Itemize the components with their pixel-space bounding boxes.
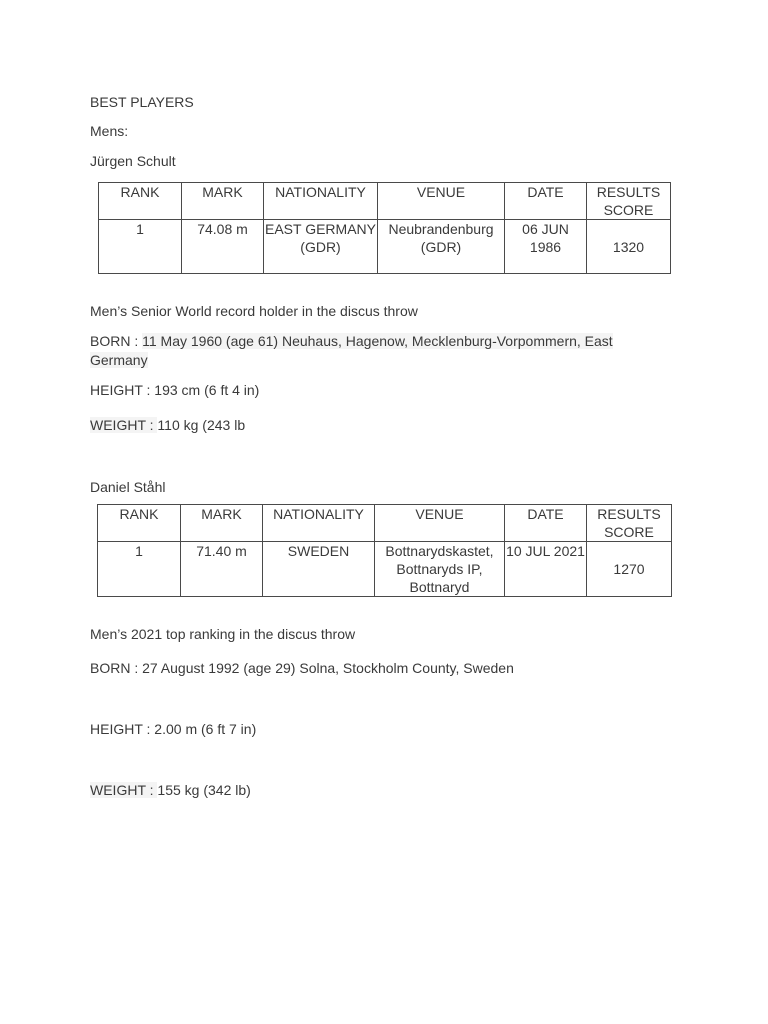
player-height: HEIGHT : 2.00 m (6 ft 7 in) [90, 721, 257, 737]
table-header-row [98, 505, 672, 542]
cell-date: 10 JUL 2021 [505, 542, 587, 597]
cell-nationality: SWEDEN [263, 542, 375, 597]
cell-venue: Neubrandenburg (GDR) [378, 220, 505, 274]
header-rank: RANK [98, 505, 181, 542]
table-header-row [99, 183, 671, 220]
header-rank: RANK [99, 183, 182, 220]
weight-label: WEIGHT : [90, 782, 158, 798]
player-born: BORN : 27 August 1992 (age 29) Solna, Stockholm County, Sweden [90, 660, 514, 676]
page-heading: BEST PLAYERS [90, 94, 194, 110]
born-value: 11 May 1960 (age 61) Neuhaus, Hagenow, Mecklenburg-Vorpommern, East Germany [90, 333, 613, 368]
cell-venue: Bottnarydskastet, Bottnaryds IP, Bottnaryd [375, 542, 505, 597]
player-stats-table [97, 504, 672, 597]
player-name: Jürgen Schult [90, 153, 176, 169]
table-row [99, 220, 671, 274]
cell-mark: 74.08 m [182, 220, 264, 274]
player-weight [90, 781, 251, 800]
header-date: DATE [505, 505, 587, 542]
header-results-score: RESULTS SCORE [587, 505, 672, 542]
table-row [98, 542, 672, 597]
cell-rank: 1 [98, 542, 181, 597]
cell-results-score: 1270 [587, 542, 672, 597]
player-description: Men’s Senior World record holder in the discus throw [90, 303, 418, 319]
header-venue: VENUE [378, 183, 505, 220]
cell-rank: 1 [99, 220, 182, 274]
player-height: HEIGHT : 193 cm (6 ft 4 in) [90, 382, 260, 398]
cell-results-score: 1320 [587, 220, 671, 274]
header-mark: MARK [181, 505, 263, 542]
header-nationality: NATIONALITY [263, 505, 375, 542]
weight-label: WEIGHT : [90, 417, 158, 433]
cell-nationality: EAST GERMANY (GDR) [264, 220, 378, 274]
header-results-score: RESULTS SCORE [587, 183, 671, 220]
player-stats-table [98, 182, 671, 274]
cell-mark: 71.40 m [181, 542, 263, 597]
player-weight [90, 416, 245, 435]
born-label: BORN : [90, 333, 143, 349]
category-label: Mens: [90, 123, 129, 139]
header-mark: MARK [182, 183, 264, 220]
header-venue: VENUE [375, 505, 505, 542]
weight-value: 155 kg (342 lb) [157, 782, 251, 798]
header-date: DATE [505, 183, 587, 220]
header-nationality: NATIONALITY [264, 183, 378, 220]
weight-value: 110 kg (243 lb [157, 417, 246, 433]
player-born [90, 332, 670, 370]
player-description: Men’s 2021 top ranking in the discus throw [90, 626, 356, 642]
cell-date: 06 JUN 1986 [505, 220, 587, 274]
player-name: Daniel Ståhl [90, 479, 166, 495]
